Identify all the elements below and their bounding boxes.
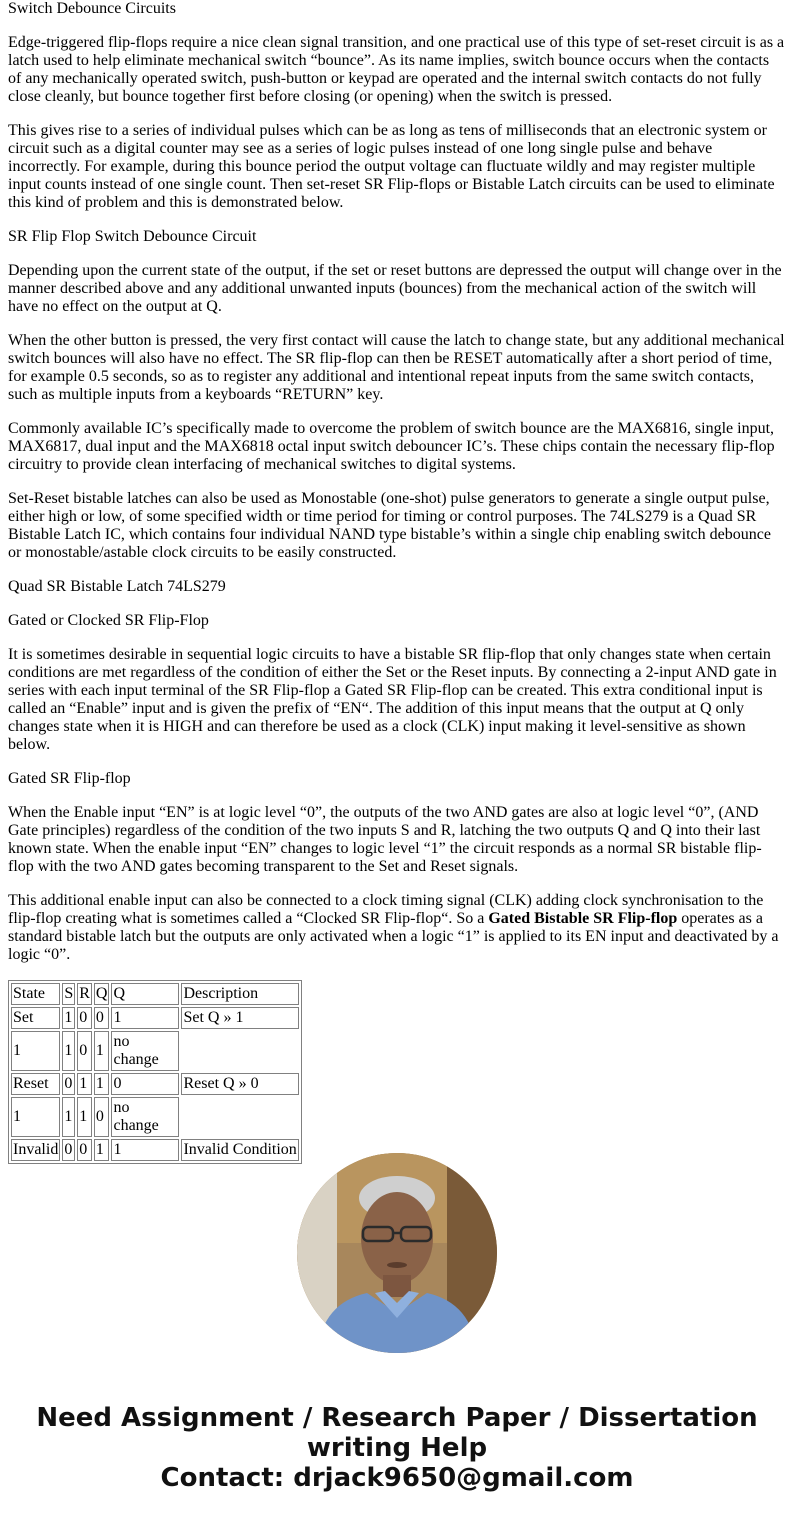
paragraph-4: When the other button is pressed, the very first contact will cause the latch to change state, but any additional mechanical switch bounces will also have no effect. The SR flip-flop can then be RESET automatically after a short period of time, for example 0.5 seconds, so as to register any additional and intentional repeat inputs from the same switch contacts, such as multiple inputs from a keyboards “RETURN” key. bbox=[8, 332, 785, 403]
table-cell: 0 bbox=[94, 1097, 110, 1137]
table-cell: 0 bbox=[111, 1073, 179, 1095]
article-title: Switch Debounce Circuits bbox=[8, 0, 176, 17]
heading-debounce-circuit: SR Flip Flop Switch Debounce Circuit bbox=[8, 228, 257, 245]
paragraph-8: When the Enable input “EN” is at logic level “0”, the outputs of the two AND gates are also at logic level “0”, (AND Gate principles) regardless of the condition of the two inputs S and R, latching the two outputs Q and Q into their last known state. When the enable input “EN” changes to logic level “1” the circuit responds as a normal SR bistable flip-flop with the two AND gates becoming transparent to the Set and Reset signals. bbox=[8, 804, 762, 875]
table-row bbox=[11, 1031, 299, 1071]
paragraph-3: Depending upon the current state of the output, if the set or reset buttons are depressed the output will change over in the manner described above and any additional unwanted inputs (bounces) from the mechanical action of the switch will have no effect on the output at Q. bbox=[8, 262, 782, 315]
table-cell: no change bbox=[111, 1097, 179, 1137]
table-cell: Set bbox=[11, 1007, 60, 1029]
table-cell: 1 bbox=[11, 1031, 60, 1071]
table-cell: Reset bbox=[11, 1073, 60, 1095]
cta-line-1: Need Assignment / Research Paper / Dissertation bbox=[36, 1403, 758, 1433]
table-cell: 1 bbox=[62, 1007, 75, 1029]
table-header-cell: Q bbox=[94, 983, 110, 1005]
table-cell: 1 bbox=[11, 1097, 60, 1137]
table-cell: 0 bbox=[77, 1139, 92, 1161]
table-cell: 1 bbox=[77, 1073, 92, 1095]
paragraph-5: Commonly available IC’s specifically made to overcome the problem of switch bounce are the MAX6816, single input, MAX6817, dual input and the MAX6818 octal input switch debouncer IC’s. These chips contain the necessary flip-flop circuitry to provide clean interfacing of mechanical switches to digital systems. bbox=[8, 420, 775, 473]
table-cell: Reset Q » 0 bbox=[181, 1073, 298, 1095]
author-portrait-image bbox=[297, 1153, 497, 1353]
paragraph-6: Set-Reset bistable latches can also be used as Monostable (one-shot) pulse generators to generate a single output pulse, either high or low, of some specified width or time period for timing or control purposes. The 74LS279 is a Quad SR Bistable Latch IC, which contains four individual NAND type bistable’s within a single chip enabling switch debounce or monostable/astable clock circuits to be easily constructed. bbox=[8, 490, 771, 561]
paragraph-9-bold: Gated Bistable SR Flip-flop bbox=[488, 910, 678, 927]
table-header-cell: S bbox=[62, 983, 75, 1005]
table-row bbox=[11, 1097, 299, 1137]
contact-banner bbox=[0, 1403, 794, 1493]
paragraph-9-text: This additional enable input can also be connected to a clock timing signal (CLK) adding clock synchronisation to the flip-flop creating what is sometimes called a “Clocked SR Flip-flop“. So a bbox=[8, 892, 764, 927]
table-cell: Set Q » 1 bbox=[181, 1007, 298, 1029]
paragraph-7: It is sometimes desirable in sequential logic circuits to have a bistable SR flip-flop that only changes state when certain conditions are met regardless of the condition of either the Set or the Reset inputs. By connecting a 2-input AND gate in series with each input terminal of the SR Flip-flop a Gated SR Flip-flop can be created. This extra conditional input is called an “Enable” input and is given the prefix of “EN“. The addition of this input means that the output at Q only changes state when it is HIGH and can therefore be used as a clock (CLK) input making it level-sensitive as shown below. bbox=[8, 646, 777, 753]
table-cell: 1 bbox=[111, 1007, 179, 1029]
heading-gated-clocked: Gated or Clocked SR Flip-Flop bbox=[8, 612, 209, 629]
table-cell: 0 bbox=[77, 1007, 92, 1029]
table-cell: Invalid bbox=[11, 1139, 60, 1161]
paragraph-9 bbox=[8, 892, 786, 964]
paragraph-9-text-end: operates as a standard bistable latch but the outputs are only activated when a logic “1” is applied to its EN input and deactivated by a logic “0”. bbox=[8, 910, 779, 963]
heading-gated-sr: Gated SR Flip-flop bbox=[8, 770, 131, 787]
table-cell: 1 bbox=[94, 1031, 110, 1071]
table-cell: 0 bbox=[62, 1139, 75, 1161]
table-header-cell: R bbox=[77, 983, 92, 1005]
table-row bbox=[11, 1139, 299, 1161]
table-cell: no change bbox=[111, 1031, 179, 1071]
table-cell: 0 bbox=[62, 1073, 75, 1095]
table-cell: 1 bbox=[77, 1097, 92, 1137]
paragraph-1: Edge-triggered flip-flops require a nice clean signal transition, and one practical use of this type of set-reset circuit is as a latch used to help eliminate mechanical switch “bounce”. As its name implies, switch bounce occurs when the contacts of any mechanically operated switch, push-button or keypad are operated and the internal switch contacts do not fully close cleanly, but bounce together first before closing (or opening) when the switch is pressed. bbox=[8, 34, 785, 105]
table-cell: 1 bbox=[111, 1139, 179, 1161]
table-cell: 0 bbox=[94, 1007, 110, 1029]
truth-table bbox=[8, 980, 302, 1164]
cta-contact-email: Contact: drjack9650@gmail.com bbox=[160, 1463, 634, 1493]
table-header-cell: State bbox=[11, 983, 60, 1005]
table-header-cell: Description bbox=[181, 983, 298, 1005]
paragraph-2: This gives rise to a series of individual pulses which can be as long as tens of milliseconds that an electronic system or circuit such as a digital counter may see as a series of logic pulses instead of one long single pulse and behave incorrectly. For example, during this bounce period the output voltage can fluctuate wildly and may register multiple input counts instead of one single count. Then set-reset SR Flip-flops or Bistable Latch circuits can be used to eliminate this kind of problem and this is demonstrated below. bbox=[8, 122, 775, 211]
table-header-row bbox=[11, 983, 299, 1005]
table-header-cell: Q bbox=[111, 983, 179, 1005]
table-cell: 1 bbox=[62, 1031, 75, 1071]
cta-line-2: writing Help bbox=[306, 1433, 488, 1463]
table-cell: 0 bbox=[77, 1031, 92, 1071]
table-row bbox=[11, 1007, 299, 1029]
author-avatar bbox=[297, 1153, 497, 1353]
article-body bbox=[8, 0, 786, 1164]
table-cell: Invalid Condition bbox=[181, 1139, 298, 1161]
table-cell: 1 bbox=[62, 1097, 75, 1137]
table-row bbox=[11, 1073, 299, 1095]
table-cell: 1 bbox=[94, 1073, 110, 1095]
heading-quad-latch: Quad SR Bistable Latch 74LS279 bbox=[8, 578, 226, 595]
table-cell: 1 bbox=[94, 1139, 110, 1161]
